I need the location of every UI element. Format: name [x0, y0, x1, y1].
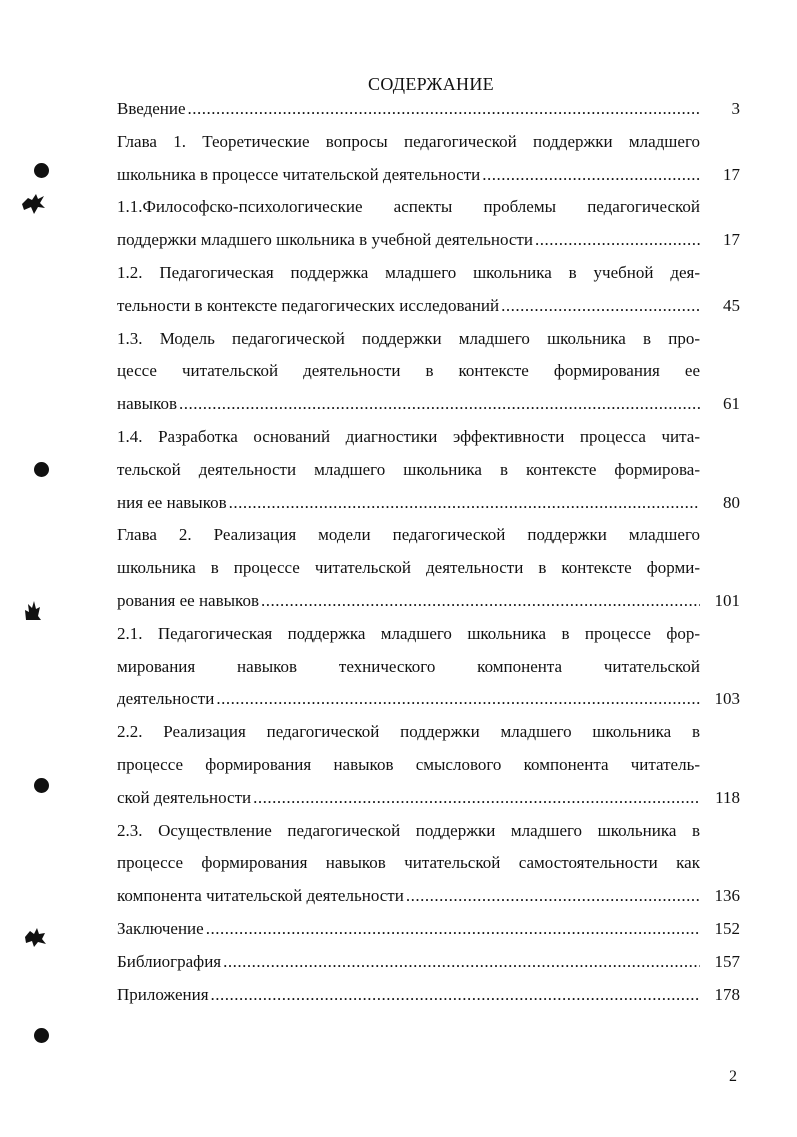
- toc-line: [117, 391, 700, 417]
- toc-line: Глава 2. Реализация модели педагогической поддержки младшего: [117, 525, 700, 545]
- toc-entry-text: школьника в процессе читательской деятельности: [117, 164, 481, 184]
- toc-page-number: 61: [723, 394, 740, 414]
- toc-leader-dots: [406, 883, 700, 909]
- toc-leader-dots: [206, 916, 700, 942]
- toc-leader-dots: [179, 391, 700, 417]
- toc-page-number: 136: [714, 886, 740, 906]
- toc-entry-text: Приложения: [117, 984, 209, 1004]
- toc-line: 1.1.Философско-психологические аспекты проблемы педагогической: [117, 197, 700, 217]
- toc-line: 2.3. Осуществление педагогической поддержки младшего школьника в: [117, 820, 700, 840]
- toc-page-number: 178: [714, 984, 740, 1004]
- toc-leader-dots: [253, 785, 700, 811]
- binder-hole-1: [34, 163, 49, 178]
- toc-leader-dots: [482, 162, 700, 188]
- ink-blot-2: [20, 598, 44, 624]
- toc-line: 2.1. Педагогическая поддержка младшего школьника в процессе фор-: [117, 623, 700, 643]
- toc-leader-dots: [229, 490, 700, 516]
- toc-line: 1.4. Разработка оснований диагностики эффективности процесса чита-: [117, 427, 700, 446]
- toc-entry-text: навыков: [117, 394, 178, 414]
- toc-entry-text: компонента читательской деятельности: [117, 886, 404, 906]
- toc-line: [117, 293, 700, 319]
- binder-hole-4: [34, 1028, 49, 1043]
- ink-blot-3: [22, 925, 48, 949]
- toc-entry-text: ния ее навыков: [117, 492, 227, 512]
- toc-page-number: 152: [714, 919, 740, 938]
- toc-line: [117, 949, 700, 975]
- toc-entry-text: рования ее навыков: [117, 591, 259, 610]
- toc-line: 2.2. Реализация педагогической поддержки младшего школьника в: [117, 722, 700, 742]
- toc-page-number: 17: [723, 164, 740, 184]
- page-number: 2: [729, 1068, 737, 1085]
- page-title: СОДЕРЖАНИЕ: [368, 74, 494, 94]
- toc-entry-text: ской деятельности: [117, 787, 252, 807]
- toc-leader-dots: [535, 227, 700, 253]
- toc-line: 1.2. Педагогическая поддержка младшего школьника в учебной дея-: [117, 263, 700, 282]
- toc-page-number: 101: [714, 591, 740, 610]
- toc-page-number: 45: [723, 295, 740, 315]
- toc-line: [117, 588, 700, 614]
- ink-blot-1: [18, 190, 48, 218]
- toc-line: школьника в процессе читательской деятельности в контексте форми-: [117, 558, 700, 578]
- toc-line: процессе формирования навыков смыслового компонента читатель-: [117, 755, 700, 774]
- toc-line: [117, 96, 700, 122]
- toc-entry-text: Заключение: [117, 919, 204, 938]
- binder-hole-2: [34, 462, 49, 477]
- toc-leader-dots: [216, 686, 700, 712]
- toc-entry-text: Библиография: [117, 951, 222, 971]
- toc-entry-text: Введение: [117, 99, 186, 118]
- toc-line: Глава 1. Теоретические вопросы педагогической поддержки младшего: [117, 131, 700, 151]
- toc-entry-text: тельности в контексте педагогических исследований: [117, 295, 500, 315]
- toc-line: [117, 785, 700, 811]
- toc-line: мирования навыков технического компонента читательской: [117, 656, 700, 676]
- toc-page-number: 17: [723, 230, 740, 250]
- toc-page-number: 157: [714, 951, 740, 971]
- toc-entry-text: поддержки младшего школьника в учебной деятельности: [117, 230, 533, 250]
- toc-page-number: 103: [714, 689, 740, 709]
- toc-line: [117, 916, 700, 942]
- toc-page-number: 3: [731, 99, 740, 118]
- toc-line: [117, 883, 700, 909]
- toc-line: [117, 227, 700, 253]
- toc-leader-dots: [223, 949, 700, 975]
- toc-line: [117, 490, 700, 516]
- toc-line: [117, 686, 700, 712]
- toc-leader-dots: [188, 96, 700, 122]
- toc-line: [117, 162, 700, 188]
- toc-line: процессе формирования навыков читательской самостоятельности как: [117, 853, 700, 873]
- toc-leader-dots: [211, 982, 700, 1008]
- toc-line: 1.3. Модель педагогической поддержки младшего школьника в про-: [117, 328, 700, 348]
- toc-page-number: 80: [723, 492, 740, 512]
- toc-leader-dots: [501, 293, 700, 319]
- toc-line: [117, 982, 700, 1008]
- toc-line: тельской деятельности младшего школьника в контексте формирова-: [117, 459, 700, 479]
- binder-hole-3: [34, 778, 49, 793]
- toc-line: цессе читательской деятельности в контексте формирования ее: [117, 361, 700, 381]
- toc-page-number: 118: [715, 787, 740, 807]
- toc-leader-dots: [261, 588, 700, 614]
- toc-entry-text: деятельности: [117, 689, 215, 709]
